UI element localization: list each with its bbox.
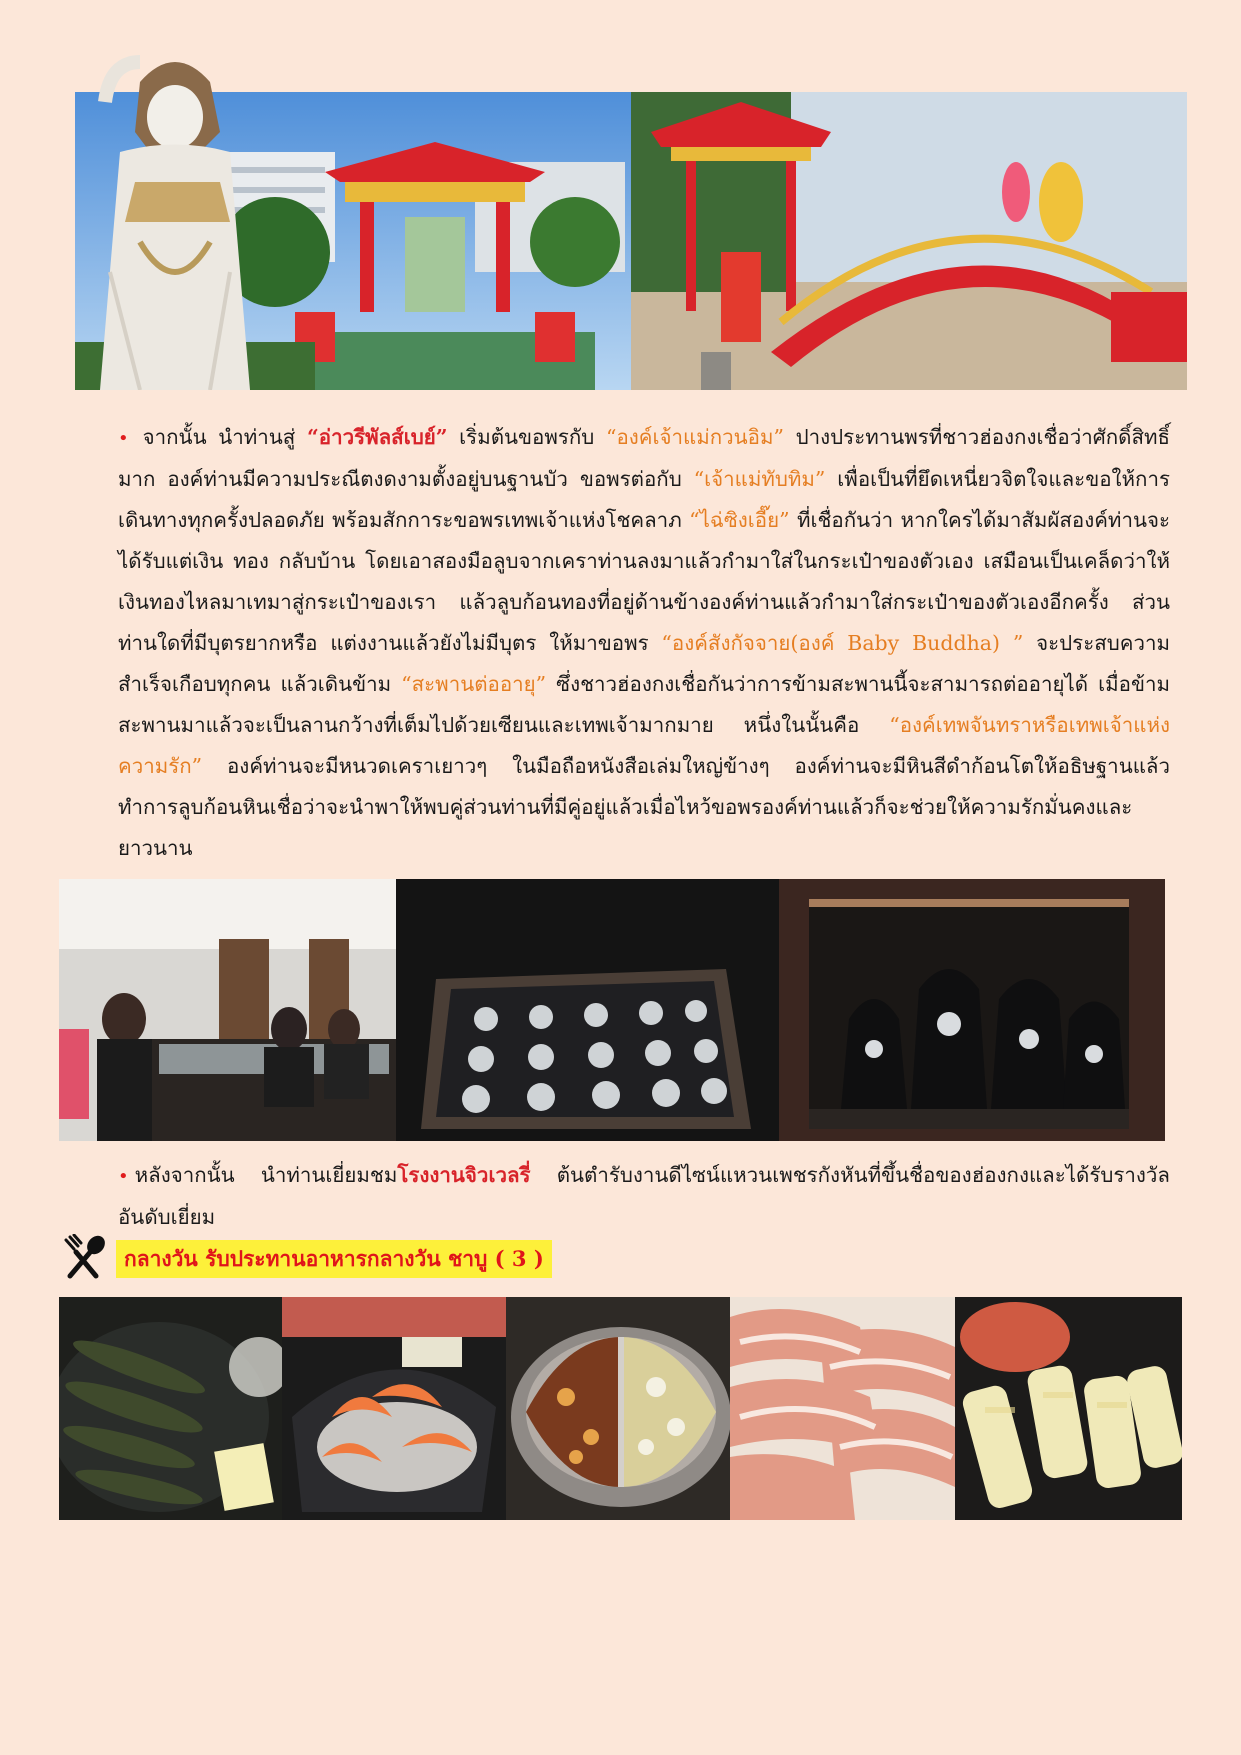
highlighted-place-name: “อ่าวรีพัลส์เบย์” xyxy=(306,425,448,449)
jewelry-store-photo xyxy=(59,879,396,1141)
bullet-icon: • xyxy=(118,1166,129,1187)
text-segment: จากนั้น นำท่านสู่ xyxy=(142,425,307,449)
highlighted-place-name: “องค์เจ้าแม่กวนอิม” xyxy=(605,425,784,449)
highlighted-place-name: “เจ้าแม่ทับทิม” xyxy=(693,467,826,491)
highlighted-place-name: “สะพานต่ออายุ” xyxy=(401,672,547,696)
shabu-hotpot-photo xyxy=(506,1297,730,1520)
highlighted-place-name: “องค์เทพจันทราหรือเทพเจ้าแห่งความรัก” xyxy=(118,713,1170,778)
shabu-prawns-photo xyxy=(59,1297,282,1520)
guanyin-statue xyxy=(80,42,270,390)
jewelry-factory-description xyxy=(118,1155,1170,1238)
text-segment: องค์ท่านจะมีหนวดเคราเยาวๆ ในมือถือหนังสือเล่มใหญ่ข้างๆ องค์ท่านจะมีหินสีดำก้อนโตให้อธิษฐานแล้วทำการลูบก้อนหินเชื่อว่าจะนำพาให้พบคู่ส่วนท่านที่มีคู่อยู่แล้วเมื่อไหว้ขอพรองค์ท่านแล้วก็จะช่วยให้ความรักมั่นคงและยาวนาน xyxy=(118,754,1170,860)
text-segment: ต้นตำรับงานดีไซน์แหวนเพชรกังหันที่ขึ้นชื่อของฮ่องกงและได้รับรางวัลอันดับเยี่ยม xyxy=(118,1163,1170,1229)
highlighted-place-name: “องค์สังกัจจาย(องค์ Baby Buddha) ” xyxy=(661,631,1024,655)
text-segment: ซึ่งชาวฮ่องกงเชื่อกันว่าการข้ามสะพานนี้จะสามารถต่ออายุได้ เมื่อข้ามสะพานมาแล้วจะเป็นลานกว้างที่เต็มไปด้วยเซียนและเทพเจ้ามากมาย หนึ่งในนั้นคือ xyxy=(118,672,1171,737)
shabu-tofu-skin-photo xyxy=(955,1297,1182,1520)
shabu-meat-slices-photo xyxy=(730,1297,955,1520)
repulse-bay-photo-right xyxy=(631,92,1187,390)
bullet-icon: • xyxy=(118,428,129,449)
jewelry-display-photo xyxy=(779,879,1165,1141)
repulse-bay-description xyxy=(118,417,1170,869)
fork-spoon-icon xyxy=(58,1234,108,1284)
lunch-label: กลางวัน รับประทานอาหารกลางวัน ชาบู ( 3 ) xyxy=(116,1240,552,1278)
text-segment: เริ่มต้นขอพรกับ xyxy=(447,425,606,449)
diamond-rings-photo xyxy=(396,879,779,1141)
lunch-heading xyxy=(58,1234,552,1284)
shabu-shrimp-bowl-photo xyxy=(282,1297,506,1520)
text-segment: จะประสบความสำเร็จเกือบทุกคน แล้วเดินข้าม xyxy=(118,631,1170,696)
text-segment: หลังจากนั้น นำท่านเยี่ยมชม xyxy=(134,1163,398,1187)
text-segment: เพื่อเป็นที่ยึดเหนี่ยวจิตใจและขอให้การเดินทางทุกครั้งปลอดภัย พร้อมสักการะขอพรเทพเจ้าแห่งโชคลาภ xyxy=(118,467,1170,532)
text-segment: ปางประทานพรที่ชาวฮ่องกงเชื่อว่าศักดิ์สิทธิ์มาก องค์ท่านมีความประณีตงดงามตั้งอยู่บนฐานบัว ขอพรต่อกับ xyxy=(118,425,1170,491)
highlighted-place-name: “ไฉ่ซิงเอี๊ย” xyxy=(689,508,790,532)
highlighted-place-name: โรงงานจิวเวลรี่ xyxy=(397,1163,531,1187)
paragraph-text xyxy=(118,1163,1170,1229)
paragraph-text xyxy=(118,425,1170,860)
text-segment: ที่เชื่อกันว่า หากใครได้มาสัมผัสองค์ท่านจะได้รับแต่เงิน ทอง กลับบ้าน โดยเอาสองมือลูบจากเคราท่านลงมาแล้วกำมาใส่ในกระเป๋าของตัวเอง เสมือนเป็นเคล็ดว่าให้เงินทองไหลมาเทมาสู่กระเป๋าของเรา แล้วลูบก้อนทองที่อยู่ด้านข้างองค์ท่านแล้วกำมาใส่กระเป๋าของตัวเองอีกครั้ง ส่วนท่านใดที่มีบุตรยากหรือ แต่งงานแล้วยังไม่มีบุตร ให้มาขอพร xyxy=(118,508,1170,655)
